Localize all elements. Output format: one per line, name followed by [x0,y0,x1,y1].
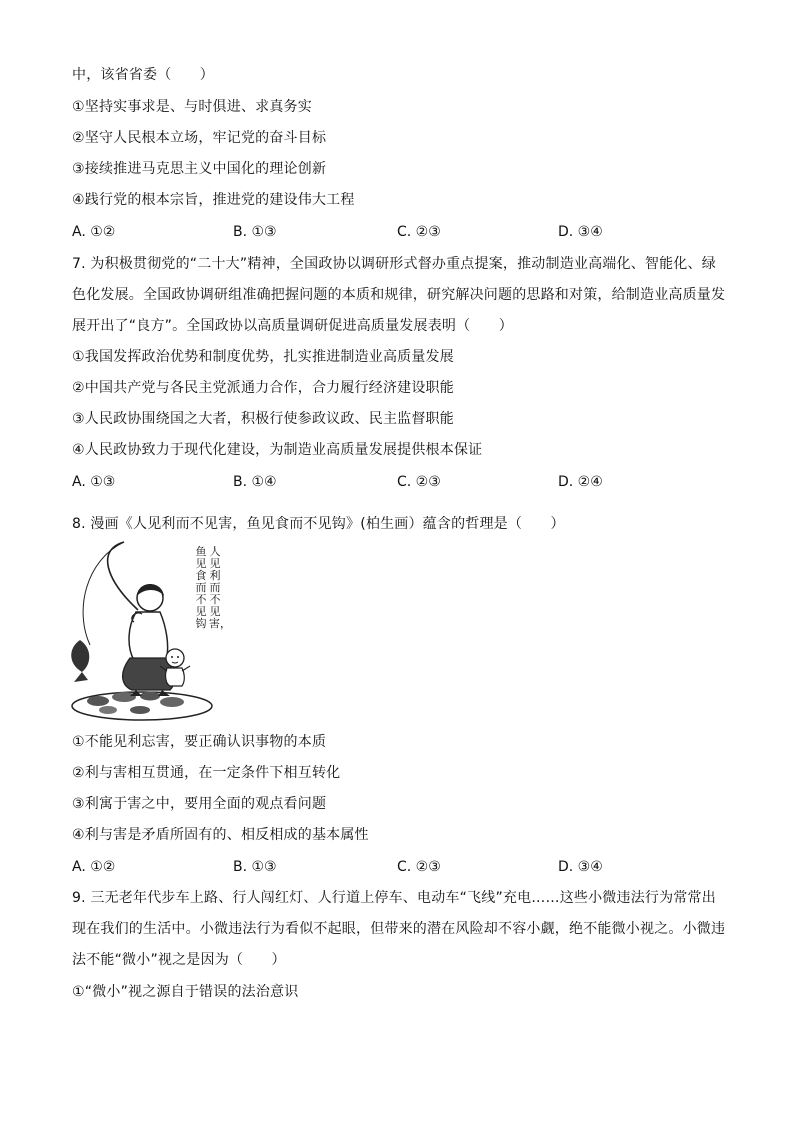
q6-option-c[interactable]: C. ②③ [397,224,441,240]
q9-stem-line-2: 现在我们的生活中。小微违法行为看似不起眼，但带来的潜在风险却不容小觑，绝不能微小视之。小微违 [72,921,726,937]
q7-stem-line-2: 色化发展。全国政协调研组准确把握问题的本质和规律，研究解决问题的思路和对策，给制造业高质量发 [72,287,726,303]
q7-item-2: ②中国共产党与各民主党派通力合作，合力履行经济建设职能 [72,380,454,396]
q6-options [72,222,732,242]
q6-option-a[interactable]: A. ①② [72,224,116,240]
q8-option-b[interactable]: B. ①③ [233,859,277,875]
cartoon-figure [66,540,231,725]
q7-stem-line-3: 展开出了“良方”。全国政协以高质量调研促进高质量发展表明（ ） [72,318,513,334]
q8-item-2: ②利与害相互贯通，在一定条件下相互转化 [72,765,341,781]
q8-item-1: ①不能见利忘害，要正确认识事物的本质 [72,734,327,750]
q7-item-3: ③人民政协围绕国之大者，积极行使参政议政、民主监督职能 [72,411,454,427]
q8-option-d[interactable]: D. ③④ [558,859,603,875]
q8-option-a[interactable]: A. ①② [72,859,116,875]
q8-options [72,857,732,877]
q8-item-4: ④利与害是矛盾所固有的、相反相成的基本属性 [72,827,369,843]
q9-stem-line-1: 9. 三无老年代步车上路、行人闯红灯、人行道上停车、电动车“飞线”充电……这些小微违法行为常常出 [72,890,716,906]
q9-item-1: ①“微小”视之源自于错误的法治意识 [72,984,299,1000]
q7-option-a[interactable]: A. ①③ [72,474,116,490]
q7-item-1: ①我国发挥政治优势和制度优势，扎实推进制造业高质量发展 [72,349,454,365]
q9-stem-line-3: 法不能“微小”视之是因为（ ） [72,952,286,968]
q6-item-2: ②坚守人民根本立场，牢记党的奋斗目标 [72,130,327,146]
q6-stem-tail: 中，该省省委（ ） [72,67,214,83]
cartoon-caption-left: 鱼见食而不见钩 [195,545,207,630]
q7-item-4: ④人民政协致力于现代化建设，为制造业高质量发展提供根本保证 [72,442,483,458]
q7-option-b[interactable]: B. ①④ [233,474,277,490]
q8-stem: 8. 漫画《人见利而不见害，鱼见食而不见钩》(柏生画）蕴含的哲理是（ ） [72,516,565,532]
q7-options [72,472,732,492]
q8-option-c[interactable]: C. ②③ [397,859,441,875]
q8-item-3: ③利寓于害之中，要用全面的观点看问题 [72,796,327,812]
q7-option-c[interactable]: C. ②③ [397,474,441,490]
q7-stem-line-1: 7. 为积极贯彻党的“二十大”精神，全国政协以调研形式督办重点提案，推动制造业高端化、智能化、绿 [72,256,716,272]
q6-option-b[interactable]: B. ①③ [233,224,277,240]
q6-option-d[interactable]: D. ③④ [558,224,603,240]
q6-item-3: ③接续推进马克思主义中国化的理论创新 [72,161,327,177]
q7-option-d[interactable]: D. ②④ [558,474,603,490]
q6-item-4: ④践行党的根本宗旨，推进党的建设伟大工程 [72,192,355,208]
q6-item-1: ①坚持实事求是、与时俱进、求真务实 [72,99,312,115]
cartoon-caption-right: 人见利而不见害， [209,545,231,630]
